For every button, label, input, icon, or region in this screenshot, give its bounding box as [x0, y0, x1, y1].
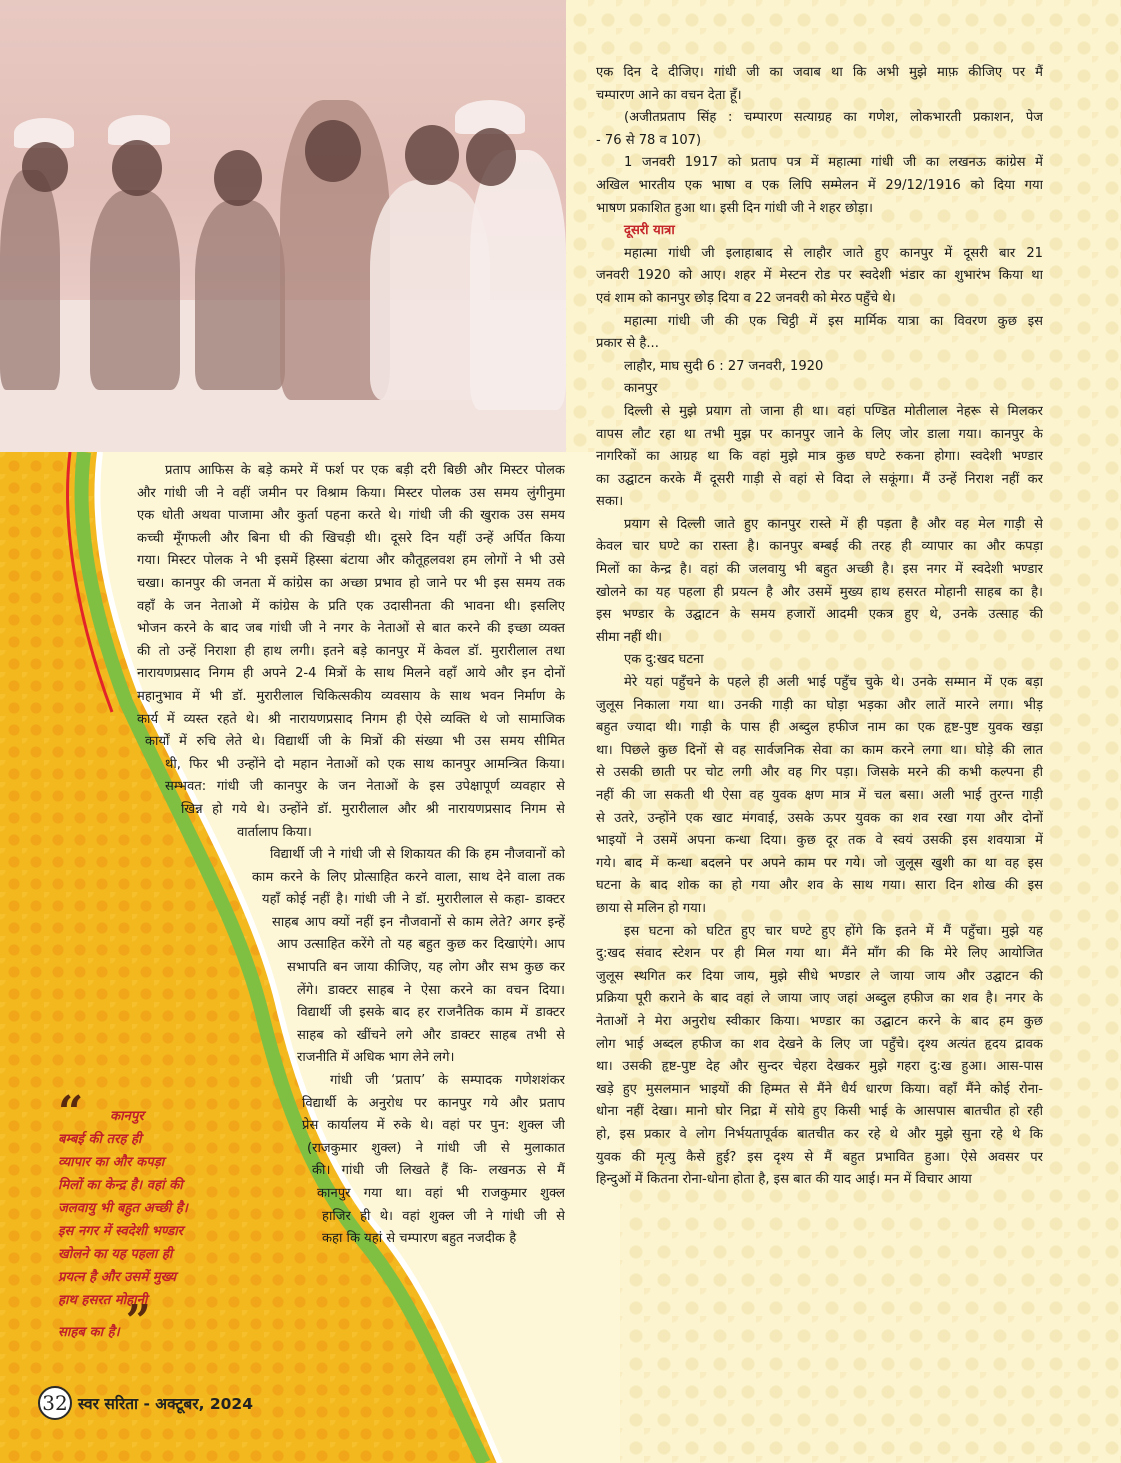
text-line: इस घटना को घटित हुए चार घण्टे हुए होंगे कि इतने में मैं पहुँचा। मुझे यह — [624, 923, 1043, 939]
text-line: की तो उन्हें निराशा ही हाथ लगी। इतने बड़े कानपुर में केवल डॉ. मुरारीलाल तथा — [137, 643, 565, 659]
text-line: (राजकुमार शुक्ल) ने गांधी जी से मुलाकात — [307, 1140, 565, 1156]
text-line: सम्भवत: गांधी जी कानपुर के जन नेताओं के इस उपेक्षापूर्ण व्यवहार से — [165, 779, 565, 795]
text-line: से उसकी छाती पर चोट लगी और वह गिर पड़ा। जिसके मरने की कभी कल्पना ही — [596, 765, 1043, 781]
text-line: एक दु:खद घटना — [624, 652, 704, 668]
text-line: नारायणप्रसाद निगम ही अपने 2-4 मित्रों के साथ मिलने वहाँ आये और इन दोनों — [137, 666, 565, 682]
text-line: महात्मा गांधी जी इलाहाबाद से लाहौर जाते हुए कानपुर में दूसरी बार 21 — [624, 245, 1043, 261]
text-line: प्रयाग से दिल्ली जाते हुए कानपुर रास्ते में ही पड़ता है और वह मेल गाड़ी से — [624, 516, 1043, 532]
text-line: भाइयों ने उसमें अपना कन्धा दिया। कुछ दूर तक वे स्वयं उसकी इस शवयात्रा में — [596, 833, 1043, 849]
text-line: एवं शाम को कानपुर छोड़ दिया व 22 जनवरी को मेरठ पहुँचे थे। — [596, 290, 896, 306]
text-line: नागरिकों का आग्रह था कि वहां मुझे मात्र कुछ घण्टे रुकना होगा। स्वदेशी भण्डार — [596, 449, 1043, 465]
magazine-issue: स्वर सरिता - अक्टूबर, 2024 — [78, 1395, 254, 1413]
text-line: इस भण्डार के उद्घाटन के समय हजारों आदमी एकत्र हुए थे, उनके उत्साह की — [596, 607, 1043, 623]
pull-quote-line: हाथ हसरत मोहानी — [58, 1293, 148, 1308]
text-line: जुलूस निकाला गया था। उनकी गाड़ी का घोड़ा भड़का और लातें मारने लगा। भीड़ — [596, 697, 1043, 713]
text-line: एक धोती अथवा पाजामा और कुर्ता पहना करते थे। गांधी जी की खुराक उस समय — [137, 508, 565, 524]
text-line: लोग भाई अब्दल हफीज का शव देखने के लिए जा पहुँचे। दृश्य अत्यंत हृदय द्रावक — [596, 1036, 1043, 1052]
pull-quote-line: इस नगर में स्वदेशी भण्डार — [58, 1224, 184, 1239]
text-line: धोना नहीं देखा। मानो घोर निद्रा में सोये हुए किसी भाई के आसपास बातचीत हो रही — [596, 1104, 1043, 1120]
text-line: विद्यार्थी के अनुरोध पर कानपुर गये और प्रताप — [302, 1095, 565, 1111]
text-line: युवक की मृत्यु कैसे हुई? इस दृश्य से मैं बहुत प्रभावित हुआ। ऐसे अवसर पर — [596, 1149, 1043, 1165]
text-line: भोजन करने के बाद जब गांधी जी ने नगर के नेताओं से बात करने की इच्छा व्यक्त — [137, 621, 565, 637]
text-line: प्रताप आफिस के बड़े कमरे में फर्श पर एक बड़ी दरी बिछी और मिस्टर पोलक — [165, 463, 565, 478]
pull-quote-line: कानपुर — [110, 1109, 144, 1124]
open-quote-icon: “ — [58, 1087, 84, 1138]
text-line: साहब आप क्यों नहीं इन नौजवानों से काम लेते? अगर इन्हें — [272, 914, 565, 930]
text-line: विद्यार्थी जी इसके बाद हर राजनैतिक काम में डाक्टर — [297, 1005, 565, 1021]
text-line: यहाँ कोई नहीं है। गांधी जी ने डॉ. मुरारीलाल से कहा- डाक्टर — [262, 892, 565, 908]
text-line: नेताओं ने मेरा अनुरोध स्वीकार किया। भण्डार का उद्घाटन करने के बाद हम कुछ — [596, 1013, 1043, 1029]
text-line: जुलूस स्थगित कर दिया जाय, मुझे सीधे भण्डार ले जाया जाय और उद्घाटन की — [596, 968, 1043, 984]
text-line: की। गांधी जी लिखते हैं कि- लखनऊ से मैं — [312, 1163, 565, 1179]
text-line: (अजीतप्रताप सिंह : चम्पारण सत्याग्रह का गणेश, लोकभारती प्रकाशन, पेज — [624, 110, 1043, 126]
text-line: गया। मिस्टर पोलक ने भी इसमें हिस्सा बंटाया और कौतूहलवश हम लोगों ने भी उसे — [137, 553, 565, 569]
text-line: मेरे यहां पहुँचने के पहले ही अली भाई पहुँच चुके थे। उनके सम्मान में एक बड़ा — [624, 675, 1043, 691]
text-line: प्रक्रिया पूरी कराने के बाद वहां ले जाया जाए जहां अब्दुल हफीज का शव है। नगर के — [596, 991, 1043, 1007]
page-number: 32 — [38, 1386, 72, 1420]
pull-quote-line: खोलने का यह पहला ही — [58, 1247, 173, 1262]
right-column-text — [596, 62, 1043, 1192]
pull-quote-line: बम्बई की तरह ही — [58, 1132, 142, 1147]
text-line: लाहौर, माघ सुदी 6 : 27 जनवरी, 1920 — [624, 358, 824, 374]
page-footer — [38, 1386, 253, 1420]
text-line: हाजिर ही थे। वहां शुक्ल जी ने गांधी जी से — [322, 1208, 565, 1224]
text-line: वहाँ के जन नेताओ में कांग्रेस के प्रति एक उदासीनता की भावना थी। इसलिए — [137, 598, 565, 614]
text-line: दु:खद संवाद स्टेशन पर ही मिल गया था। मैंने माँग की कि मेरे लिए आयोजित — [596, 946, 1043, 962]
text-line: हो, इस प्रकार वे लोग निर्भयतापूर्वक बातचीत कर रहे थे और मुझे सुना रहे थे कि — [596, 1126, 1043, 1142]
text-line: खोलने का यह पहला ही प्रयत्न है और उसमें मुख्य हाथ हसरत मोहानी साहब का है। — [596, 584, 1043, 600]
text-line: हिन्दुओं में कितना रोना-धोना होता है, इस बात की याद आई। मन में विचार आया — [596, 1172, 972, 1188]
text-line: भाषण प्रकाशित हुआ था। इसी दिन गांधी जी ने शहर छोड़ा। — [596, 200, 873, 216]
text-line: और गांधी जी ने वहीं जमीन पर विश्राम किया। मिस्टर पोलक उस समय लुंगीनुमा — [137, 485, 565, 501]
text-line: खड़े हुए मुसलमान भाइयों की हिम्मत से मैंने धैर्य धारण किया। वहाँ मैंने कोई रोना- — [596, 1081, 1043, 1097]
text-line: काम करने के लिए प्रोत्साहित करने वाला, साथ देने वाला तक — [252, 869, 565, 885]
pull-quote-text — [58, 1105, 233, 1347]
text-line: से उतरे, उन्होंने एक खाट मंगवाई, उसके ऊपर युवक का शव रखा गया और दोनों — [596, 810, 1043, 826]
text-line: कच्ची मूँगफली और बिना घी की खिचड़ी थी। दूसरे दिन यहीं उन्हें अर्पित किया — [137, 530, 565, 546]
text-line: वापस लौट रहा था तभी मुझ पर कानपुर जाने के लिए जोर डाला गया। कानपुर के — [596, 426, 1043, 442]
text-line: वार्तालाप किया। — [237, 824, 312, 840]
text-line: लेंगे। डाक्टर साहब ने ऐसा करने का वचन दिया। — [297, 982, 565, 998]
text-line: केवल चार घण्टे का रास्ता है। कानपुर बम्बई की तरह ही व्यापार का और कपड़ा — [596, 539, 1043, 555]
text-line: थी, फिर भी उन्होंने दो महान नेताओं को एक साथ कानपुर आमन्त्रित किया। — [165, 756, 565, 772]
text-line: नहीं की जा सकती थी ऐसा वह युवक क्षण मात्र में चल बसा। अली भाई तुरन्त गाड़ी — [596, 788, 1043, 803]
text-line: गये। बाद में कन्धा बदलने पर अपने काम पर गये। जो जुलूस खुशी का था वह इस — [596, 855, 1043, 871]
text-line: कानपुर गया था। वहां भी राजकुमार शुक्ल — [317, 1186, 565, 1201]
text-line: आप उत्साहित करेंगे तो यह बहुत कुछ कर दिखाएंगे। आप — [277, 937, 565, 953]
historical-photo — [0, 0, 566, 452]
text-line: एक दिन दे दीजिए। गांधी जी का जवाब था कि अभी मुझे माफ़ कीजिए पर मैं — [596, 65, 1043, 80]
text-line: राजनीति में अधिक भाग लेने लगे। — [297, 1050, 455, 1066]
pull-quote-line: जलवायु भी बहुत अच्छी है। — [58, 1201, 188, 1216]
close-quote-icon: ” — [125, 1296, 151, 1347]
text-line: महात्मा गांधी जी की एक चिट्ठी में इस मार्मिक यात्रा का विवरण कुछ इस — [624, 313, 1043, 329]
pull-quote — [58, 1087, 233, 1347]
text-line: कानपुर — [624, 381, 658, 397]
text-line: दिल्ली से मुझे प्रयाग तो जाना ही था। वहां पण्डित मोतीलाल नेहरू से मिलकर — [624, 403, 1043, 419]
text-line: प्रेस कार्यालय में रुके थे। वहां पर पुन: शुक्ल जी — [302, 1118, 565, 1134]
text-line: था। पिछले कुछ दिनों से वह सार्वजनिक सेवा का काम करने लगा था। घोड़े की लात — [596, 742, 1043, 758]
pull-quote-line: मिलों का केन्द्र है। वहां की — [58, 1178, 183, 1193]
text-line: विद्यार्थी जी ने गांधी जी से शिकायत की कि हम नौजवानों को — [270, 847, 565, 863]
text-line: सभापति बन जाया कीजिए, यह लोग और सभ कुछ कर — [287, 960, 565, 976]
text-line: था। उसकी हृष्ट-पुष्ट देह और सुन्दर चेहरा देखकर मुझे गहरा दु:ख हुआ। आस-पास — [596, 1059, 1043, 1075]
text-line: अखिल भारतीय एक भाषा व एक लिपि सम्मेलन में 29/12/1916 को दिया गया — [596, 177, 1043, 193]
text-line: घटना के बाद शोक का हो गया और शव के साथ गया। सारा दिन शोख की इस — [596, 878, 1043, 894]
text-line: सीमा नहीं थी। — [596, 629, 663, 645]
text-line: छाया से मलिन हो गया। — [596, 900, 707, 916]
text-line: मिलों का केन्द्र है। वहां की जलवायु भी बहुत अच्छी है। इस नगर में स्वदेशी भण्डार — [596, 562, 1043, 578]
text-line: महानुभाव में भी डॉ. मुरारीलाल चिकित्सकीय व्यवसाय के साथ भवन निर्माण के — [137, 688, 565, 704]
pull-quote-line: प्रयत्न है और उसमें मुख्य — [58, 1270, 177, 1285]
text-line: दूसरी यात्रा — [624, 223, 675, 239]
text-line: कार्य में व्यस्त रहते थे। श्री नारायणप्रसाद निगम ही ऐसे व्यक्ति थे जो सामाजिक — [137, 711, 565, 727]
text-line: कार्यों में रुचि लेते थे। विद्यार्थी जी के मित्रों की संख्या भी उस समय सीमित — [145, 734, 565, 750]
text-line: 1 जनवरी 1917 को प्रताप पत्र में महात्मा गांधी जी का लखनऊ कांग्रेस में — [624, 155, 1043, 171]
text-line: खिन्न हो गये थे। उन्होंने डॉ. मुरारीलाल और श्री नारायणप्रसाद निगम से — [181, 801, 565, 817]
text-line: सका। — [596, 494, 624, 510]
pull-quote-line: साहब का है। ” — [58, 1296, 151, 1347]
text-line: चखा। कानपुर की जनता में कांग्रेस का अच्छा प्रभाव हो जाने पर भी इस समय तक — [137, 575, 565, 591]
text-line: का उद्घाटन करके मैं दूसरी गाड़ी से वहां से विदा ले सकूंगा। मैं उन्हें निराश नहीं कर — [596, 471, 1043, 487]
text-line: प्रकार से है... — [596, 336, 659, 352]
text-line: साहब को खींचने लगे और डाक्टर साहब तभी से — [297, 1027, 565, 1043]
text-line: बहुत ज्यादा थी। गाड़ी के पास ही अब्दुल हफीज नाम का एक हृष्ट-पुष्ट युवक खड़ा — [596, 720, 1043, 736]
text-line: चम्पारण आने का वचन देता हूँ। — [596, 87, 742, 103]
text-line: जनवरी 1920 को आए। शहर में मेस्टन रोड पर स्वदेशी भंडार का शुभारंभ किया था — [596, 268, 1043, 284]
text-line: गांधी जी ‘प्रताप’ के सम्पादक गणेशशंकर — [330, 1073, 565, 1089]
text-line: - 76 से 78 व 107) — [596, 132, 702, 148]
text-line: कहा कि यहां से चम्पारण बहुत नजदीक है — [322, 1231, 517, 1247]
pull-quote-line: व्यापार का और कपड़ा — [58, 1155, 165, 1170]
